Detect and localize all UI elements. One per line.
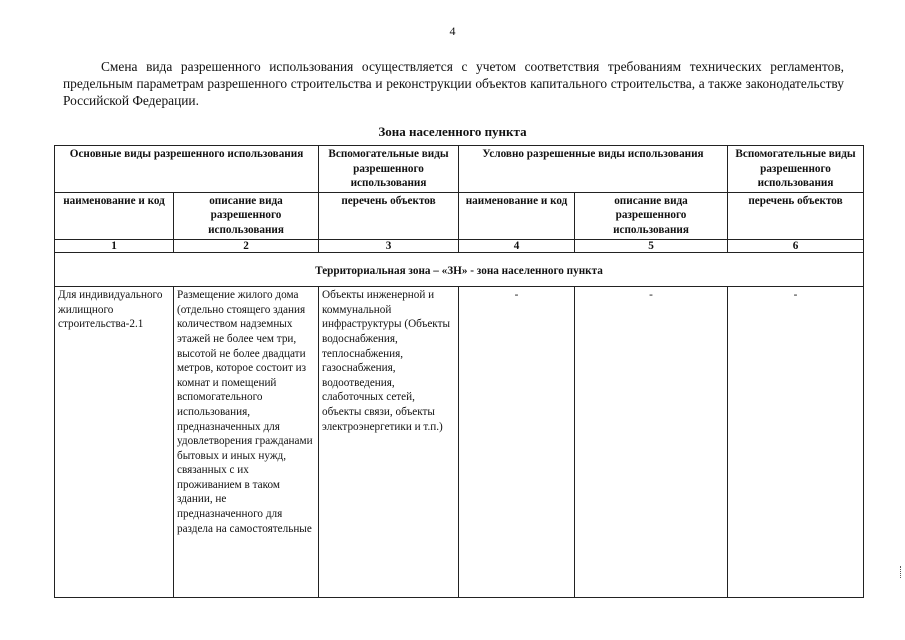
cell-objects: Объекты инженерной и коммунальной инфраструктуры (Объекты водоснабжения, теплоснабжения, газоснабжения, водоотведения, слаботочных сетей, объекты связи, объекты электроэнергетики и т.п.) bbox=[319, 287, 459, 598]
zone-row bbox=[55, 252, 864, 287]
margin-mark bbox=[900, 566, 904, 578]
cell-conditional-objects: - bbox=[728, 287, 864, 598]
header-name-code-2: наименование и код bbox=[459, 192, 575, 239]
cell-description: Размещение жилого дома (отдельно стоящего здания количеством надземных этажей не более чем три, высотой не более двадцати метров, которое состоит из комнат и помещений вспомогательного использования, предназначенных для удовлетворения гражданами бытовых и иных нужд, связанных с их проживанием в таком здании, не предназначенного для раздела на самостоятельные bbox=[174, 287, 319, 598]
header-description-1: описание вида разрешенного использования bbox=[174, 192, 319, 239]
column-number: 1 bbox=[55, 239, 174, 252]
section-title: Зона населенного пункта bbox=[378, 124, 527, 139]
cell-conditional-description: - bbox=[575, 287, 728, 598]
intro-paragraph: Смена вида разрешенного использования осуществляется с учетом соответствия требованиям технических регламентов, предельным параметрам разрешенного строительства и реконструкции объектов капитального строительства, а также законодательству Российской Федерации. bbox=[63, 59, 844, 108]
header-name-code-1: наименование и код bbox=[55, 192, 174, 239]
header-description-2: описание вида разрешенного использования bbox=[575, 192, 728, 239]
land-use-table bbox=[54, 145, 864, 598]
page-number: 4 bbox=[449, 24, 456, 38]
header-aux-uses-2: Вспомогательные виды разрешенного использования bbox=[728, 146, 864, 193]
group-header-row bbox=[55, 146, 864, 193]
zone-name: Территориальная зона – «ЗН» - зона населенного пункта bbox=[55, 252, 864, 287]
column-number: 6 bbox=[728, 239, 864, 252]
column-number: 5 bbox=[575, 239, 728, 252]
table-row bbox=[55, 287, 864, 598]
header-main-uses: Основные виды разрешенного использования bbox=[55, 146, 319, 193]
column-number-row bbox=[55, 239, 864, 252]
header-conditional-uses: Условно разрешенные виды использования bbox=[459, 146, 728, 193]
sub-header-row bbox=[55, 192, 864, 239]
column-number: 4 bbox=[459, 239, 575, 252]
cell-conditional-name-code: - bbox=[459, 287, 575, 598]
column-number: 3 bbox=[319, 239, 459, 252]
cell-name-code: Для индивидуального жилищного строительства-2.1 bbox=[55, 287, 174, 598]
header-objects-1: перечень объектов bbox=[319, 192, 459, 239]
column-number: 2 bbox=[174, 239, 319, 252]
header-objects-2: перечень объектов bbox=[728, 192, 864, 239]
header-aux-uses-1: Вспомогательные виды разрешенного использования bbox=[319, 146, 459, 193]
